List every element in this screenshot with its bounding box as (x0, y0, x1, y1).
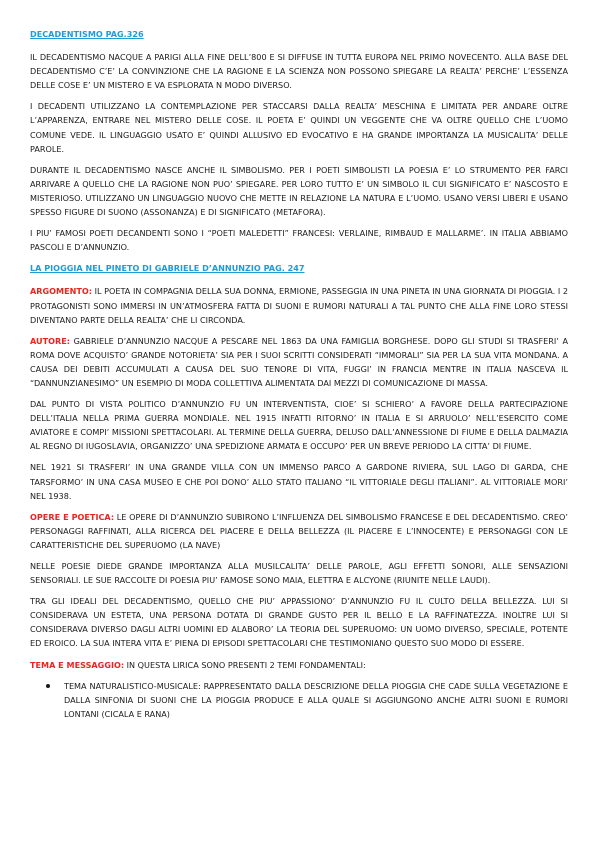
section-title-decadentismo: DECADENTISMO PAG.326 (30, 29, 144, 39)
tema-label: TEMA E MESSAGGIO: (30, 659, 125, 670)
argomento-paragraph (30, 284, 568, 326)
paragraph: DURANTE IL DECADENTISMO NASCE ANCHE IL SIMBOLISMO. PER I POETI SIMBOLISTI LA POESIA E’ LO STRUMENTO PER FARCI ARRIVARE A QUELLO CHE LA RAGIONE NON PUO’ SPIEGARE. PER LORO TUTTO E’ UN SIMBOLO IL CUI SIGNIFICATO E’ NASCOSTO E MISTERIOSO. UTILIZZANO UN LINGUAGGIO NUOVO CHE METTE IN RELAZIONE LA NATURA E L’UOMO. USANO VERSI LIBERI E USANO SPESSO FIGURE DI SUONO (ASSONANZA) E DI SIGNIFICATO (METAFORA). (30, 164, 568, 218)
autore-label: AUTORE: (30, 335, 70, 346)
paragraph: I PIU’ FAMOSI POETI DECANDENTI SONO I “POETI MALEDETTI” FRANCESI: VERLAINE, RIMBAUD E MALLARME’. IN ITALIA ABBIAMO PASCOLI E D’ANNUNZIO. (30, 228, 568, 253)
opere-text: LE OPERE DI D’ANNUNZIO SUBIRONO L’INFLUENZA DEL SIMBOLISMO FRANCESE E DEL DECADENTISMO. CREO’ PERSONAGGI RAFFINATI, ALLA RICERCA DEL PIACERE E DELLA BELLEZZA (IL PIACERE E L’INNOCENTE) E PERSONAGGI CON LE CARATTERISTICHE DEL SUPERUOMO (LA NAVE) (30, 511, 568, 550)
bullet-icon (46, 684, 50, 688)
paragraph: NEL 1921 SI TRASFERI’ IN UNA GRANDE VILLA CON UN IMMENSO PARCO A GARDONE RIVIERA, SUL LAGO DI GARDA, CHE TARSFORMO’ IN UNA CASA MUSEO E CHE POI DONO’ ALLO STATO ITALIANO “IL VITTORIALE DEGLI ITALIANI”. AL VITTORIALE MORI’ NEL 1938. (30, 462, 568, 501)
tema-list (30, 679, 568, 721)
autore-paragraph (30, 334, 568, 390)
paragraph: I DECADENTI UTILIZZANO LA CONTEMPLAZIONE PER STACCARSI DALLA REALTA’ MESCHINA E LIMITATA PER ANDARE OLTRE L’APPARENZA, ENTRARE NEL MISTERO DELLE COSE. IL POETA E’ QUINDI UN VEGGENTE CHE VA OLTRE QUELLO CHE L’UOMO COMUNE VEDE. IL LINGUAGGIO USATO E’ QUINDI ALLUSIVO ED EVOCATIVO E HA GRANDE IMPORTANZA LA MUSICALITA’ DELLE PAROLE. (30, 101, 568, 154)
argomento-text: IL POETA IN COMPAGNIA DELLA SUA DONNA, ERMIONE, PASSEGGIA IN UNA PINETA IN UNA GIORNATA DI PIOGGIA. I 2 PROTAGONISTI SONO IMMERSI IN UN’ATMOSFERA FATTA DI SUONI E RUMORI NATURALI A TAL PUNTO CHE ALLA FINE LORO STESSI DIVENTANO PARTE DELLA REALTA’ CHE LI CIRCONDA. (30, 286, 568, 325)
opere-label: OPERE E POETICA: (30, 511, 115, 522)
paragraph: DAL PUNTO DI VISTA POLITICO D’ANNUNZIO FU UN INTERVENTISTA, CIOE’ SI SCHIERO’ A FAVORE DELLA PARTECIPAZIONE DELL’ITALIA NELLA PRIMA GUERRA MONDIALE. NEL 1915 INFATTI RITORNO’ IN ITALIA E SI ARRUOLO’ NELL’ESERCITO COME AVIATORE E COMPI’ MISSIONI SPETTACOLARI. AL TERMINE DELLA GUERRA, DELUSO DALL’ANNESSIONE DI FIUME E DELLA DALMAZIA AL REGNO DI IUGOSLAVIA, ORGANIZZO’ UNA SPEDIZIONE ARMATA E OCCUPO’ PER UN BREVE PERIODO LA CITTA’ DI FIUME. (30, 399, 568, 452)
list-item-text: TEMA NATURALISTICO-MUSICALE: RAPPRESENTATO DALLA DESCRIZIONE DELLA PIOGGIA CHE CADE SULLA VEGETAZIONE E DALLA SINFONIA DI SUONI CHE LA PIOGGIA PRODUCE E ALLA QUALE SI AGGIUNGONO ANCHE ALTRI SUONI E RUMORI LONTANI (CICALA E RANA) (64, 680, 568, 719)
paragraph: NELLE POESIE DIEDE GRANDE IMPORTANZA ALLA MUSILCALITA’ DELLE PAROLE, AGLI EFFETTI SONORI, ALLE SENSAZIONI SENSORIALI. LE SUE RACCOLTE DI POESIA PIU’ FAMOSE SONO MAIA, ELETTRA E ALCYONE (RIUNITE NELLE LAUDI). (30, 561, 568, 586)
opere-paragraph (30, 510, 568, 552)
paragraph: IL DECADENTISMO NACQUE A PARIGI ALLA FINE DELL’800 E SI DIFFUSE IN TUTTA EUROPA NEL PRIMO NOVECENTO. ALLA BASE DEL DECADENTISMO C’E’ LA CONVINZIONE CHE LA RAGIONE E LA SCIENZA NON POSSONO SPIEGARE LA REALTA’ PERCHE’ L’ESSENZA DELLE COSE E’ UN MISTERO E VA ESPLORATA N MODO DIVERSO. (30, 52, 568, 91)
list-item (64, 679, 568, 721)
paragraph: TRA GLI IDEALI DEL DECADENTISMO, QUELLO CHE PIU’ APPASSIONO’ D’ANNUNZIO FU IL CULTO DELLA BELLEZZA. LUI SI CONSIDERAVA UN ESTETA, UNA PERSONA DOTATA DI GRANDE GUSTO PER IL BELLO E LA RAFFINATEZZA. INOLTRE LUI SI CONSIDERAVA DIVERSO DAGLI ALTRI UOMINI ED ALABORO’ LA TEORIA DEL SUPERUOMO: UN UOMO DIVERSO, SPECIALE, POTENTE ED EROICO. LA SUA INTERA VITA E’ PIENA DI EPISODI SPETTACOLARI CHE TESTIMONIANO QUESTO SUO MODO DI ESSERE. (30, 596, 568, 649)
tema-text: IN QUESTA LIRICA SONO PRESENTI 2 TEMI FONDAMENTALI: (124, 659, 366, 670)
autore-text: GABRIELE D’ANNUNZIO NACQUE A PESCARE NEL 1863 DA UNA FAMIGLIA BORGHESE. DOPO GLI STUDI SI TRASFERI’ A ROMA DOVE ACQUISTO’ GRANDE NOTORIETA’ SIA PER I SUOI SCRITTI CONSIDERATI “IMMORALI” SIA PER LA SUA VITA MONDANA. A CAUSA DEI DEBITI ACCUMULATI A CAUSA DEL SUO TENORE DI VITA, FUGGI’ IN FRANCIA MENTRE IN ITALIA NASCEVA IL “DANNUNZIANESIMO” UN ESEMPIO DI MODA COLLETTIVA ALIMENTATA DAI MEZZI DI COMUNICAZIONE DI MASSA. (30, 335, 568, 388)
argomento-label: ARGOMENTO: (30, 286, 93, 297)
section-title-pioggia: LA PIOGGIA NEL PINETO DI GABRIELE D’ANNUNZIO PAG. 247 (30, 263, 305, 274)
tema-paragraph (30, 658, 568, 672)
